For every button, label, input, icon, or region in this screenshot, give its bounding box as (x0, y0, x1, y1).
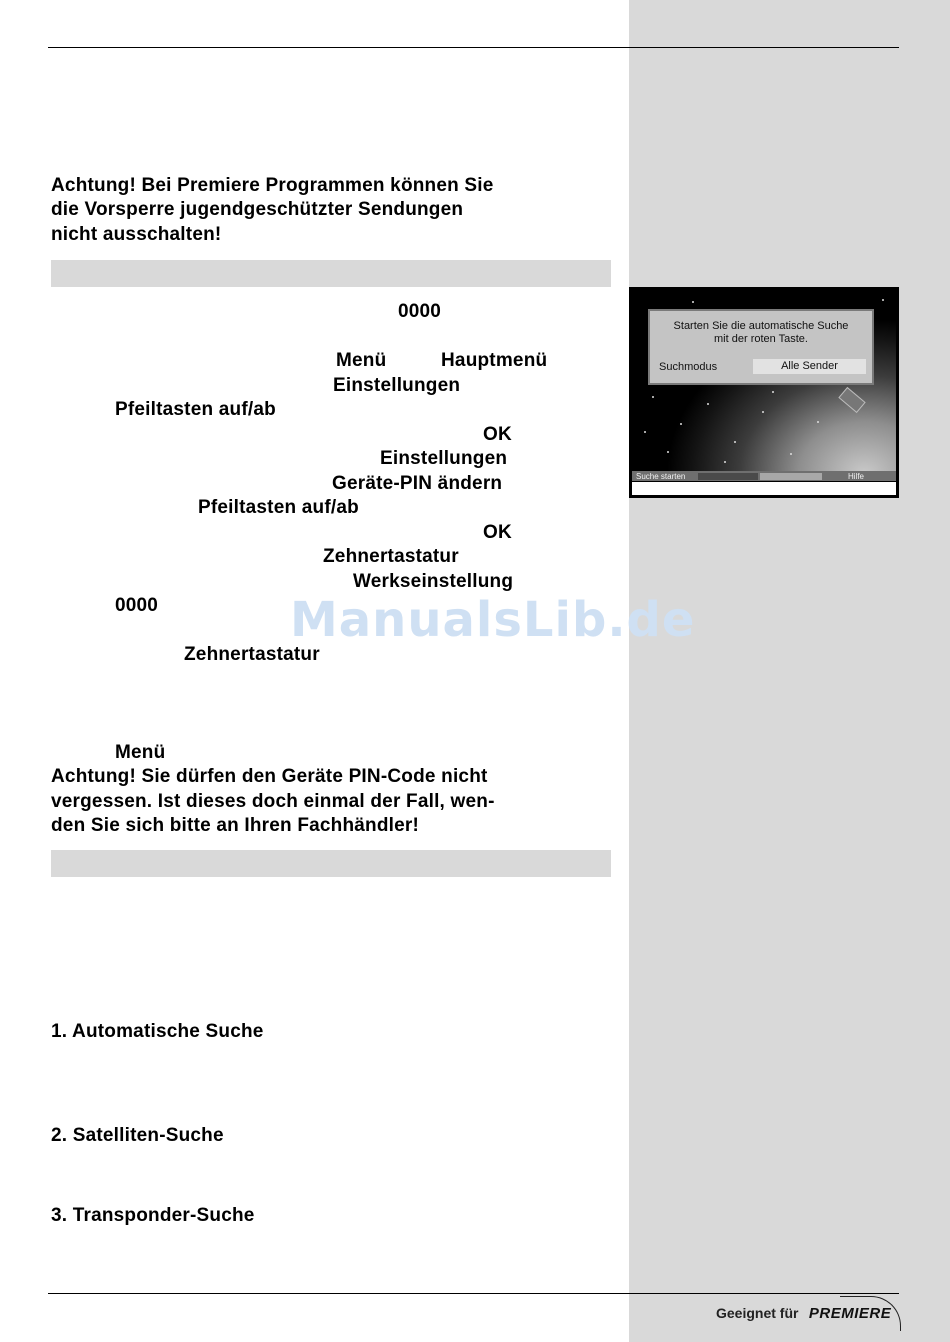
warning2-line1: Achtung! Sie dürfen den Geräte PIN-Code nicht (51, 766, 488, 787)
star (790, 453, 792, 455)
star (882, 299, 884, 301)
tv-screenshot (629, 287, 899, 498)
search-mode-select[interactable]: Alle Sender (753, 359, 866, 374)
main-menu-label: Hauptmenü (441, 350, 548, 371)
warning2-line3: den Sie sich bitte an Ihren Fachhändler! (51, 815, 420, 836)
satellite-graphic (838, 387, 865, 413)
top-rule (48, 47, 899, 48)
search-type-transponder: 3. Transponder-Suche (51, 1205, 255, 1226)
arrow-keys: Pfeiltasten auf/ab (115, 399, 276, 420)
tv-screenshot-caption-strip (632, 482, 896, 495)
search-mode-label: Suchmodus (659, 361, 718, 373)
warning1-line2: die Vorsperre jugendgeschützter Sendungen (51, 199, 464, 220)
pin-default-2: 0000 (115, 595, 159, 616)
star (707, 403, 709, 405)
ok-key: OK (483, 424, 512, 445)
tv-screen-area (632, 291, 896, 481)
star (680, 423, 682, 425)
premiere-brand-label: PREMIERE (808, 1305, 892, 1322)
red-key-segment (698, 473, 758, 480)
search-type-satellite: 2. Satelliten-Suche (51, 1125, 224, 1146)
suitable-for-label: Geeignet für (716, 1305, 799, 1321)
settings-label-2: Einstellungen (380, 448, 508, 469)
menu-key: Menü (336, 350, 387, 371)
warning1-line1: Achtung! Bei Premiere Programmen können Sie (51, 175, 494, 196)
star (772, 391, 774, 393)
start-search-label: Suche starten (636, 472, 686, 481)
green-key-segment (760, 473, 822, 480)
menu-key-2: Menü (115, 742, 166, 763)
search-dialog (648, 309, 874, 385)
star (817, 421, 819, 423)
star (762, 411, 764, 413)
dialog-message-line2: mit der roten Taste. (714, 333, 808, 345)
star (692, 301, 694, 303)
numpad-label-2: Zehnertastatur (184, 644, 320, 665)
star (734, 441, 736, 443)
tv-bottom-bar (632, 471, 896, 481)
numpad-label: Zehnertastatur (323, 546, 459, 567)
factory-setting-label: Werkseinstellung (353, 571, 514, 592)
search-type-automatic: 1. Automatische Suche (51, 1021, 264, 1042)
change-pin-label: Geräte-PIN ändern (332, 473, 503, 494)
ok-key-2: OK (483, 522, 512, 543)
section-header-bar (51, 260, 611, 287)
watermark: ManualsLib.de (290, 592, 696, 648)
premiere-logo (716, 1305, 891, 1323)
star (652, 396, 654, 398)
help-label: Hilfe (848, 472, 865, 481)
right-sidebar-background (629, 0, 950, 1342)
arrow-keys-2: Pfeiltasten auf/ab (198, 497, 359, 518)
dialog-message-line1: Starten Sie die automatische Suche (673, 320, 849, 332)
bottom-rule (48, 1293, 899, 1294)
warning1-line3: nicht ausschalten! (51, 224, 222, 245)
warning2-line2: vergessen. Ist dieses doch einmal der Fall, wen- (51, 791, 495, 812)
section-header-bar-2 (51, 850, 611, 877)
star (644, 431, 646, 433)
settings-label: Einstellungen (333, 375, 461, 396)
star (724, 461, 726, 463)
star (667, 451, 669, 453)
pin-default: 0000 (398, 301, 442, 322)
